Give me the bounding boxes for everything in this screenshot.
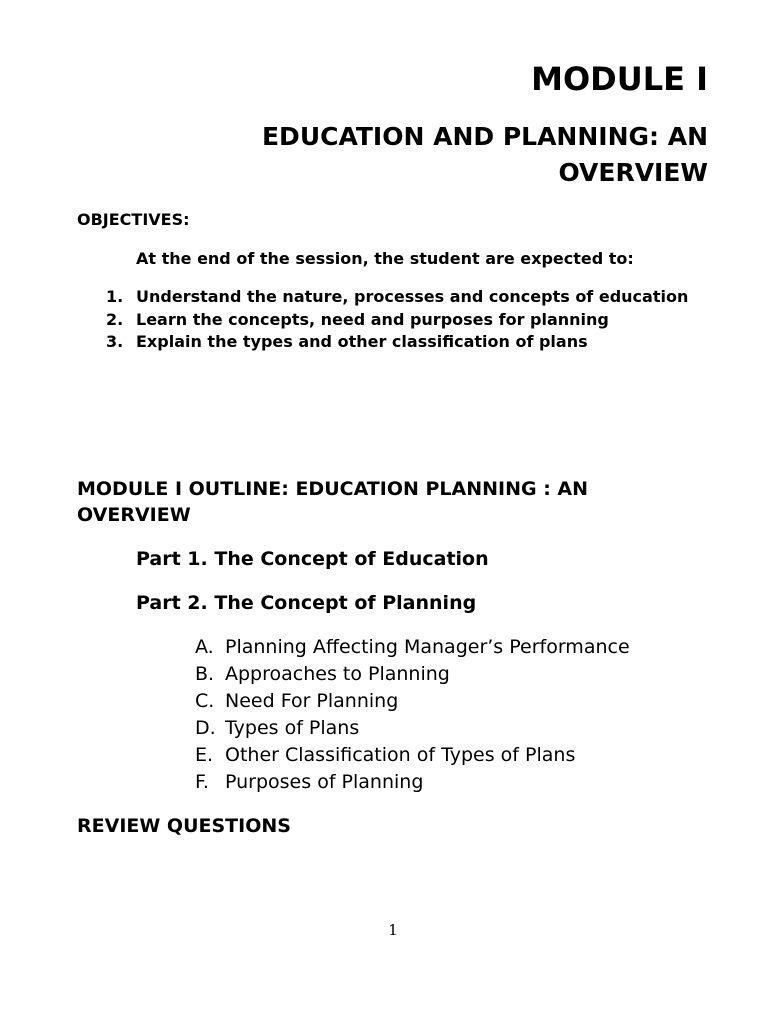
page-number: 1 — [388, 921, 398, 939]
planning-topic-item — [195, 634, 630, 661]
topic-letter: C. — [195, 690, 215, 712]
planning-topic-item — [195, 742, 630, 769]
objective-item — [77, 309, 688, 332]
objective-item — [77, 286, 688, 309]
topic-letter: D. — [195, 717, 216, 739]
topic-letter: A. — [195, 636, 214, 658]
objective-number: 2. — [106, 309, 124, 329]
topic-text: Planning Affecting Manager’s Performance — [225, 636, 630, 658]
objectives-list — [77, 286, 688, 354]
planning-topic-item — [195, 661, 630, 688]
module-subtitle: EDUCATION AND PLANNING: AN OVERVIEW — [261, 122, 708, 187]
planning-topic-item — [195, 769, 630, 796]
topic-text: Approaches to Planning — [225, 663, 450, 685]
topic-text: Need For Planning — [225, 690, 399, 712]
objective-number: 1. — [106, 287, 124, 306]
objective-item — [77, 331, 688, 354]
objectives-heading: OBJECTIVES: — [77, 210, 190, 229]
objective-text: Understand the nature, processes and concepts of education — [136, 287, 689, 306]
objective-text: Learn the concepts, need and purposes for planning — [136, 309, 609, 329]
part-1-heading: Part 1. The Concept of Education — [136, 548, 489, 570]
part-2-heading: Part 2. The Concept of Planning — [136, 592, 477, 614]
objective-number: 3. — [106, 332, 124, 351]
planning-topics-list — [195, 634, 630, 796]
topic-text: Types of Plans — [225, 717, 360, 739]
topic-letter: F. — [195, 771, 209, 793]
module-title: MODULE I — [531, 60, 708, 98]
topic-letter: E. — [195, 744, 214, 766]
topic-text: Other Classification of Types of Plans — [225, 744, 576, 766]
planning-topic-item — [195, 688, 630, 715]
review-questions-heading: REVIEW QUESTIONS — [77, 815, 291, 837]
outline-heading: MODULE I OUTLINE: EDUCATION PLANNING : AN OVERVIEW — [77, 478, 589, 526]
topic-text: Purposes of Planning — [225, 771, 424, 793]
topic-letter: B. — [195, 663, 215, 685]
objective-text: Explain the types and other classification of plans — [136, 332, 588, 351]
objectives-intro: At the end of the session, the student are expected to: — [136, 249, 634, 268]
planning-topic-item — [195, 715, 630, 742]
